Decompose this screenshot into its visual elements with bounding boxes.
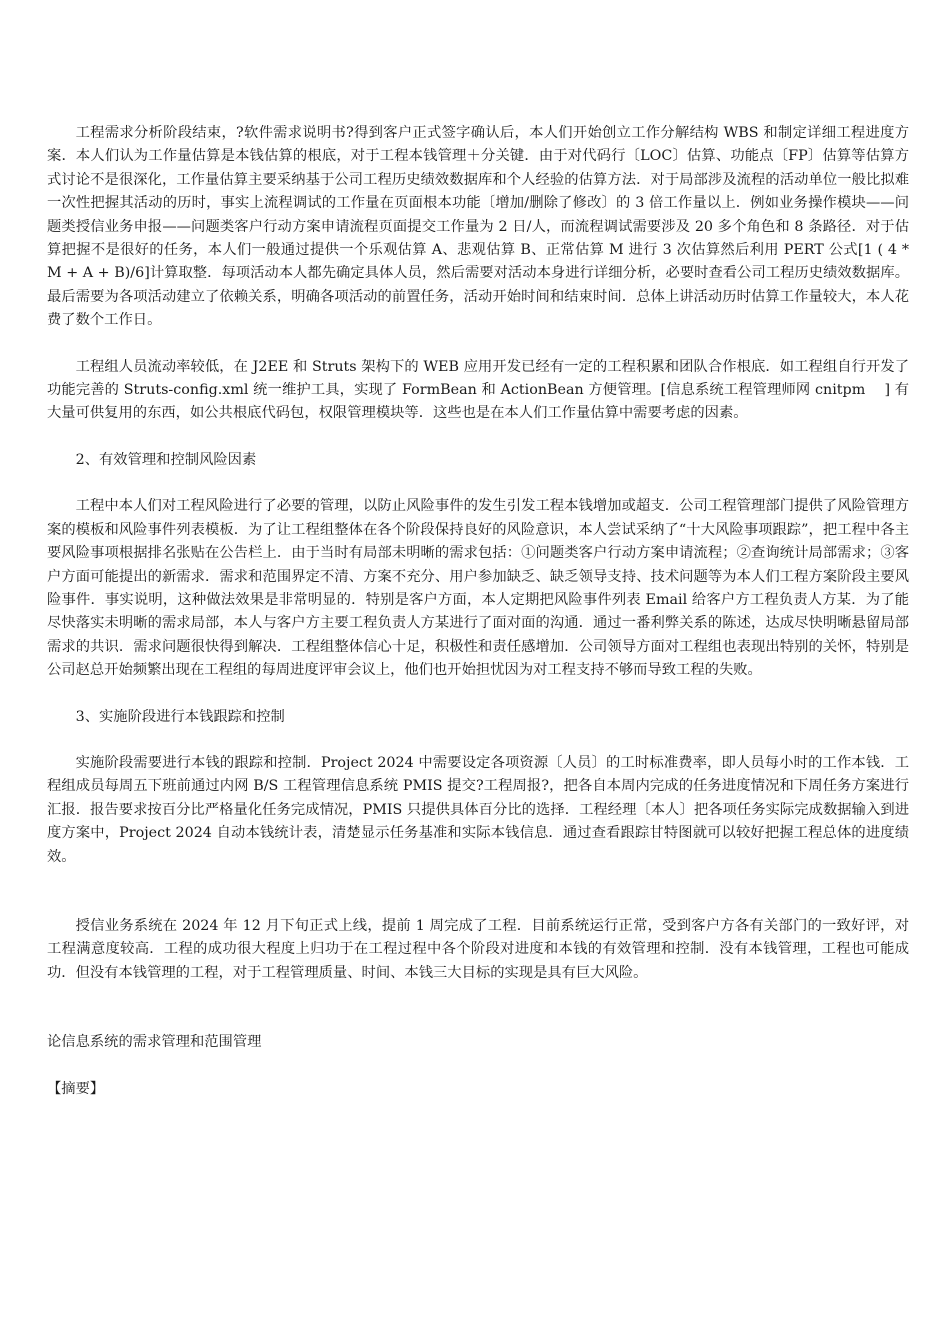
paragraph-risk-management: 工程中本人们对工程风险进行了必要的管理，以防止风险事件的发生引发工程本钱增加或超支．公司工程管理部门提供了风险管理方案的模板和风险事件列表模板．为了让工程组整体在各个阶段保持良好的风险意识，本人尝试采纳了“十大风险事项跟踪”，把工程中各主要风险事项根据排名张贴在公告栏上．由于当时有局部未明晰的需求包括：①问题类客户行动方案申请流程；②查询统计局部需求；③客户方面可能提出的新需求．需求和范围界定不清、方案不充分、用户参加缺乏、缺乏领导支持、技术问题等为本人们工程方案阶段主要风险事件．事实说明，这种做法效果是非常明显的．特别是客户方面，本人定期把风险事件列表 Email 给客户方工程负责人方某．为了能尽快落实未明晰的需求局部，本人与客户方主要工程负责人方某进行了面对面的沟通．通过一番利弊关系的陈述，达成尽快明晰悬留局部需求的共识．需求问题很快得到解决．工程组整体信心十足，积极性和责任感增加．公司领导方面对工程组也表现出特别的关怀，特别是公司赵总开始频繁出现在工程组的每周进度评审会议上，他们也开始担忧因为对工程支持不够而导致工程的失败。 (47, 498, 909, 679)
paragraph-conclusion: 授信业务系统在 2024 年 12 月下旬正式上线，提前 1 周完成了工程．目前系统运行正常，受到客户方各有关部门的一致好评，对工程满意度较高．工程的成功很大程度上归功于在工程过程中各个阶段对进度和本钱的有效管理和控制．没有本钱管理，工程也可能成功．但没有本钱管理的工程，对于工程管理质量、时间、本钱三大目标的实现是具有巨大风险。 (47, 917, 909, 981)
paragraph-team-stability: 工程组人员流动率较低，在 J2EE 和 Struts 架构下的 WEB 应用开发已经有一定的工程积累和团队合作根底．如工程组自行开发了功能完善的 Struts-config.xml 统一维护工具，实现了 FormBean 和 ActionBean 方便管理。[信息系统工程管理师网 cnitpm ] 有大量可供复用的东西，如公共根底代码包，权限管理模块等．这些也是在本人们工作量估算中需要考虑的因素。 (47, 358, 909, 422)
section-heading-risk: 2、有效管理和控制风险因素 (75, 451, 257, 468)
paragraph-cost-tracking: 实施阶段需要进行本钱的跟踪和控制．Project 2024 中需要设定各项资源〔人员〕的工时标准费率，即人员每小时的工作本钱．工程组成员每周五下班前通过内网 B/S 工程管理信息系统 PMIS 提交?工程周报?，把各自本周内完成的任务进度情况和下周任务方案进行汇报．报告要求按百分比严格量化任务完成情况，PMIS 只提供具体百分比的选择．工程经理〔本人〕把各项任务实际完成数据输入到进度方案中，Project 2024 自动本钱统计表，清楚显示任务基准和实际本钱信息．通过查看跟踪甘特图就可以较好把握工程总体的进度绩效。 (47, 754, 909, 865)
section-heading-cost-tracking: 3、实施阶段进行本钱跟踪和控制 (75, 708, 285, 725)
abstract-label: 【摘要】 (47, 1080, 105, 1097)
document-page (47, 122, 909, 1101)
next-essay-title: 论信息系统的需求管理和范围管理 (47, 1034, 262, 1051)
paragraph-effort-estimation: 工程需求分析阶段结束，?软件需求说明书?得到客户正式签字确认后，本人们开始创立工作分解结构 WBS 和制定详细工程进度方案．本人们认为工作量估算是本钱估算的根底，对于工程本钱管理＋分关键．由于对代码行〔LOC〕估算、功能点〔FP〕估算等估算方式讨论不是很深化，工作量估算主要采纳基于公司工程历史绩效数据库和个人经验的估算方法．对于局部涉及流程的活动单位一般比拟难一次性把握其活动的历时，事实上流程调试的工作量在页面根本功能〔增加/删除了修改〕的 3 倍工作量以上．例如业务操作模块——问题类授信业务申报——问题类客户行动方案申请流程页面提交工作量为 2 日/人，而流程调试需要涉及 20 多个角色和 8 条路径．对于估算把握不是很好的任务，本人们一般通过提供一个乐观估算 A、悲观估算 B、正常估算 M 进行 3 次估算然后利用 PERT 公式[1 ( 4 * M + A + B)/6]计算取整．每项活动本人都先确定具体人员，然后需要对活动本身进行详细分析，必要时查看公司工程历史绩效数据库。最后需要为各项活动建立了依赖关系，明确各项活动的前置任务，活动开始时间和结束时间．总体上讲活动历时估算工作量较大，本人花费了数个工作日。 (47, 125, 909, 329)
